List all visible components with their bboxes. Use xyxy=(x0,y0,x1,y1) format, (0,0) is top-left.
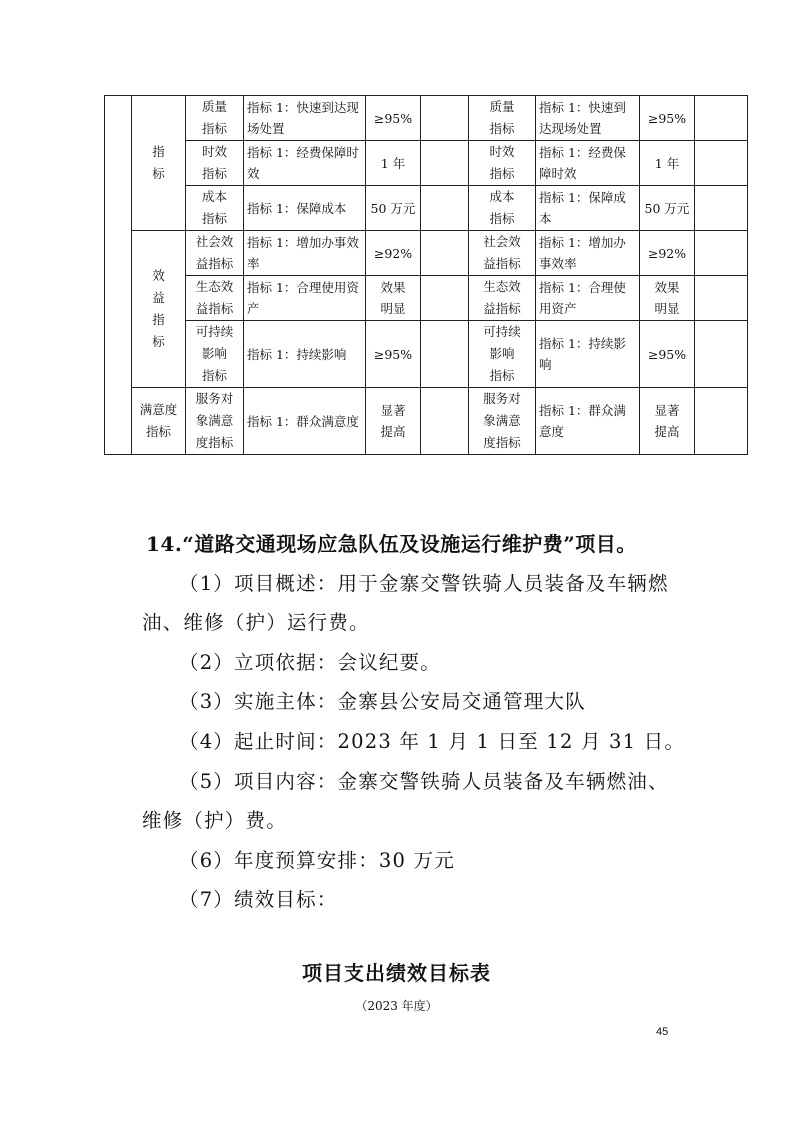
indicator-description-cell: 指标 1：增加办事效率 xyxy=(244,231,366,276)
level3-indicator-cell-2: 可持续 影响 指标 xyxy=(469,321,536,388)
level3-indicator-cell-2: 服务对 象满意 度指标 xyxy=(469,388,536,455)
table-row xyxy=(105,186,748,231)
indicator-description-cell-2: 指标 1：群众满意度 xyxy=(536,388,640,455)
indicator-value-cell-2: ≥95% xyxy=(640,96,695,141)
indicator-description-cell: 指标 1：合理使用资产 xyxy=(244,276,366,321)
level2-indicator-cell: 指 标 xyxy=(132,96,186,231)
page-number: 45 xyxy=(656,1026,669,1038)
level3-indicator-cell-2: 社会效 益指标 xyxy=(469,231,536,276)
indicator-value-cell: 显著 提高 xyxy=(366,388,421,455)
blank-cell-2 xyxy=(695,321,748,388)
indicator-value-cell: ≥92% xyxy=(366,231,421,276)
level3-indicator-cell-2: 时效 指标 xyxy=(469,141,536,186)
level3-indicator-cell-2: 生态效 益指标 xyxy=(469,276,536,321)
paragraph-content: （5）项目内容：金寨交警铁骑人员装备及车辆燃油、 xyxy=(179,770,669,793)
level3-indicator-cell: 成本 指标 xyxy=(186,186,244,231)
blank-cell-2 xyxy=(695,186,748,231)
table-row xyxy=(105,276,748,321)
paragraph-overview-cont: 油、维修（护）运行费。 xyxy=(142,611,370,634)
indicator-value-cell-2: 50 万元 xyxy=(640,186,695,231)
performance-table-body xyxy=(105,96,748,455)
blank-cell-2 xyxy=(695,231,748,276)
level3-indicator-cell: 社会效 益指标 xyxy=(186,231,244,276)
level2-indicator-cell: 满意度 指标 xyxy=(132,388,186,455)
indicator-description-cell-2: 指标 1：保障成本 xyxy=(536,186,640,231)
blank-cell-2 xyxy=(695,276,748,321)
level3-indicator-cell: 服务对 象满意 度指标 xyxy=(186,388,244,455)
indicator-description-cell: 指标 1：经费保障时效 xyxy=(244,141,366,186)
blank-cell xyxy=(421,141,469,186)
performance-table xyxy=(104,95,748,455)
indicator-value-cell: 50 万元 xyxy=(366,186,421,231)
paragraph-budget: （6）年度预算安排：30 万元 xyxy=(179,849,455,872)
section-heading: 14.“道路交通现场应急队伍及设施运行维护费”项目。 xyxy=(146,532,637,556)
indicator-value-cell-2: 效果 明显 xyxy=(640,276,695,321)
indicator-value-cell-2: 1 年 xyxy=(640,141,695,186)
indicator-value-cell: 效果 明显 xyxy=(366,276,421,321)
indicator-value-cell: ≥95% xyxy=(366,96,421,141)
indicator-description-cell-2: 指标 1：快速到达现场处置 xyxy=(536,96,640,141)
table-title: 项目支出绩效目标表 xyxy=(302,961,491,985)
blank-cell xyxy=(421,96,469,141)
level3-indicator-cell-2: 成本 指标 xyxy=(469,186,536,231)
blank-cell-2 xyxy=(695,96,748,141)
table-year: （2023 年度） xyxy=(355,999,438,1013)
blank-cell-2 xyxy=(695,388,748,455)
level2-indicator-cell: 效 益 指 标 xyxy=(132,231,186,388)
table-row xyxy=(105,388,748,455)
blank-cell xyxy=(421,231,469,276)
blank-cell xyxy=(421,276,469,321)
indicator-description-cell-2: 指标 1：合理使用资产 xyxy=(536,276,640,321)
level3-indicator-cell: 时效 指标 xyxy=(186,141,244,186)
blank-cell xyxy=(421,321,469,388)
paragraph-implementer: （3）实施主体：金寨县公安局交通管理大队 xyxy=(179,690,586,713)
table-row xyxy=(105,231,748,276)
paragraph-content-cont: 维修（护）费。 xyxy=(142,809,287,832)
indicator-description-cell-2: 指标 1：经费保障时效 xyxy=(536,141,640,186)
blank-first-column-cell xyxy=(105,96,132,455)
indicator-description-cell-2: 指标 1：持续影响 xyxy=(536,321,640,388)
paragraph-basis: （2）立项依据：会议纪要。 xyxy=(179,651,442,674)
indicator-value-cell-2: 显著 提高 xyxy=(640,388,695,455)
level3-indicator-cell-2: 质量 指标 xyxy=(469,96,536,141)
indicator-description-cell: 指标 1：持续影响 xyxy=(244,321,366,388)
blank-cell-2 xyxy=(695,141,748,186)
indicator-value-cell-2: ≥95% xyxy=(640,321,695,388)
level3-indicator-cell: 生态效 益指标 xyxy=(186,276,244,321)
indicator-description-cell: 指标 1：群众满意度 xyxy=(244,388,366,455)
indicator-value-cell: ≥95% xyxy=(366,321,421,388)
level3-indicator-cell: 可持续 影响 指标 xyxy=(186,321,244,388)
indicator-description-cell: 指标 1：快速到达现场处置 xyxy=(244,96,366,141)
paragraph-period: （4）起止时间：2023 年 1 月 1 日至 12 月 31 日。 xyxy=(179,730,686,753)
blank-cell xyxy=(421,186,469,231)
indicator-description-cell-2: 指标 1：增加办事效率 xyxy=(536,231,640,276)
table-row xyxy=(105,96,748,141)
blank-cell xyxy=(421,388,469,455)
paragraph-overview: （1）项目概述：用于金寨交警铁骑人员装备及车辆燃 xyxy=(179,572,669,595)
indicator-value-cell-2: ≥92% xyxy=(640,231,695,276)
level3-indicator-cell: 质量 指标 xyxy=(186,96,244,141)
table-row xyxy=(105,321,748,388)
paragraph-goals: （7）绩效目标： xyxy=(179,888,338,911)
table-row xyxy=(105,141,748,186)
indicator-description-cell: 指标 1：保障成本 xyxy=(244,186,366,231)
indicator-value-cell: 1 年 xyxy=(366,141,421,186)
